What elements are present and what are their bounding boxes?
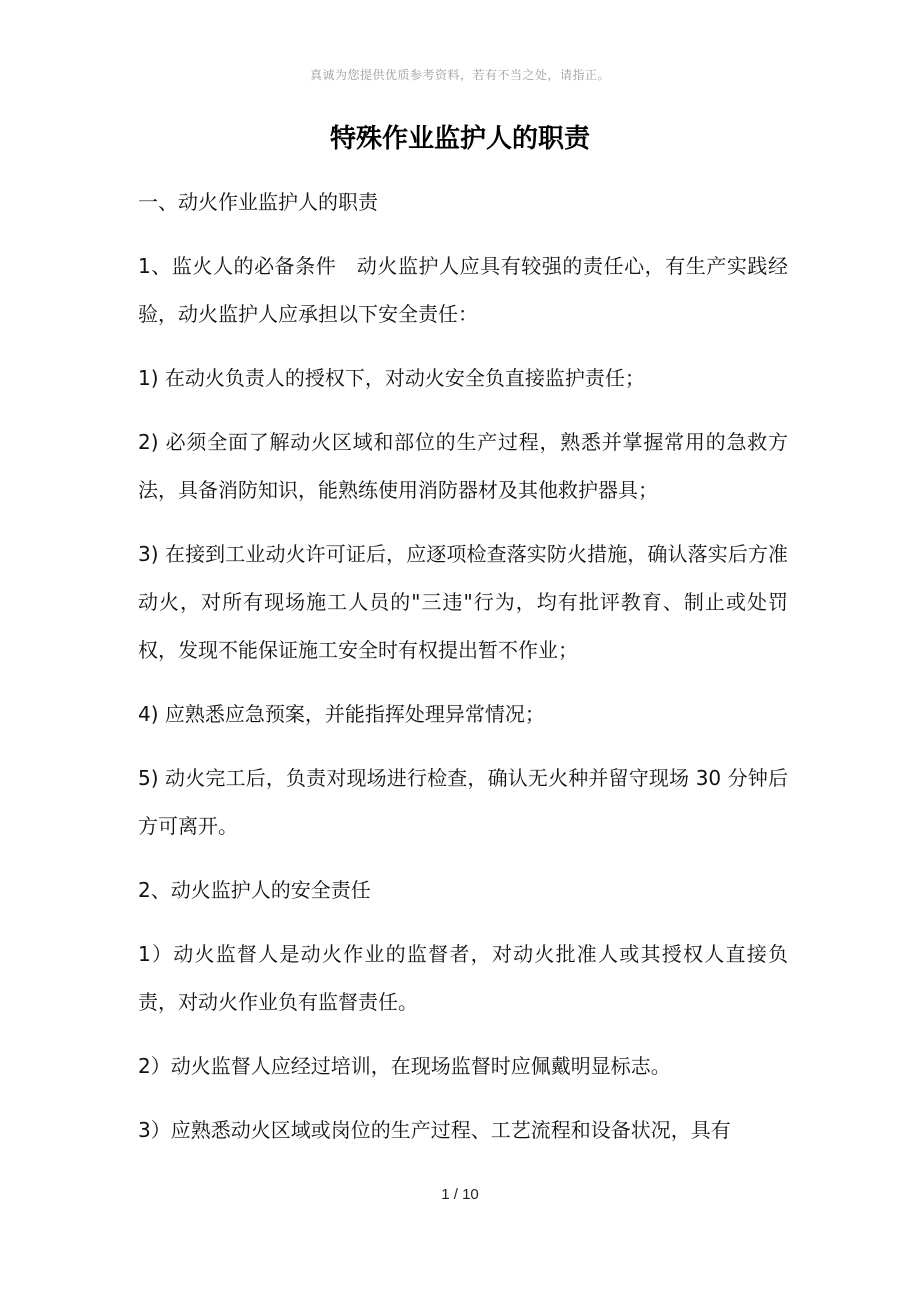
list-item: 5) 动火完工后，负责对现场进行检查，确认无火种并留守现场 30 分钟后方可离开。 bbox=[138, 766, 788, 838]
subsection-heading: 2、动火监护人的安全责任 bbox=[138, 878, 371, 902]
page-title: 特殊作业监护人的职责 bbox=[329, 124, 590, 154]
header-note: 真诚为您提供优质参考资料，若有不当之处，请指正。 bbox=[309, 68, 610, 82]
list-item: 2）动火监督人应经过培训，在现场监督时应佩戴明显标志。 bbox=[138, 1054, 671, 1078]
list-item: 1）动火监督人是动火作业的监督者，对动火批准人或其授权人直接负责，对动火作业负有监督责任。 bbox=[138, 942, 788, 1014]
list-item: 1) 在动火负责人的授权下，对动火安全负直接监护责任； bbox=[138, 366, 645, 390]
list-item: 2) 必须全面了解动火区域和部位的生产过程，熟悉并掌握常用的急救方法，具备消防知识，能熟练使用消防器材及其他救护器具； bbox=[138, 430, 788, 502]
list-item: 3) 在接到工业动火许可证后，应逐项检查落实防火措施，确认落实后方准动火，对所有现场施工人员的"三违"行为，均有批评教育、制止或处罚权，发现不能保证施工安全时有权提出暂不作业； bbox=[138, 542, 788, 662]
document-body bbox=[138, 178, 788, 1170]
list-item: 4) 应熟悉应急预案，并能指挥处理异常情况； bbox=[138, 702, 545, 726]
list-item: 3）应熟悉动火区域或岗位的生产过程、工艺流程和设备状况，具有 bbox=[138, 1118, 731, 1142]
section-heading: 一、动火作业监护人的职责 bbox=[138, 190, 378, 214]
page-indicator: 1 / 10 bbox=[441, 1186, 479, 1203]
paragraph: 1、监火人的必备条件 动火监护人应具有较强的责任心，有生产实践经验，动火监护人应承担以下安全责任： bbox=[138, 254, 788, 326]
